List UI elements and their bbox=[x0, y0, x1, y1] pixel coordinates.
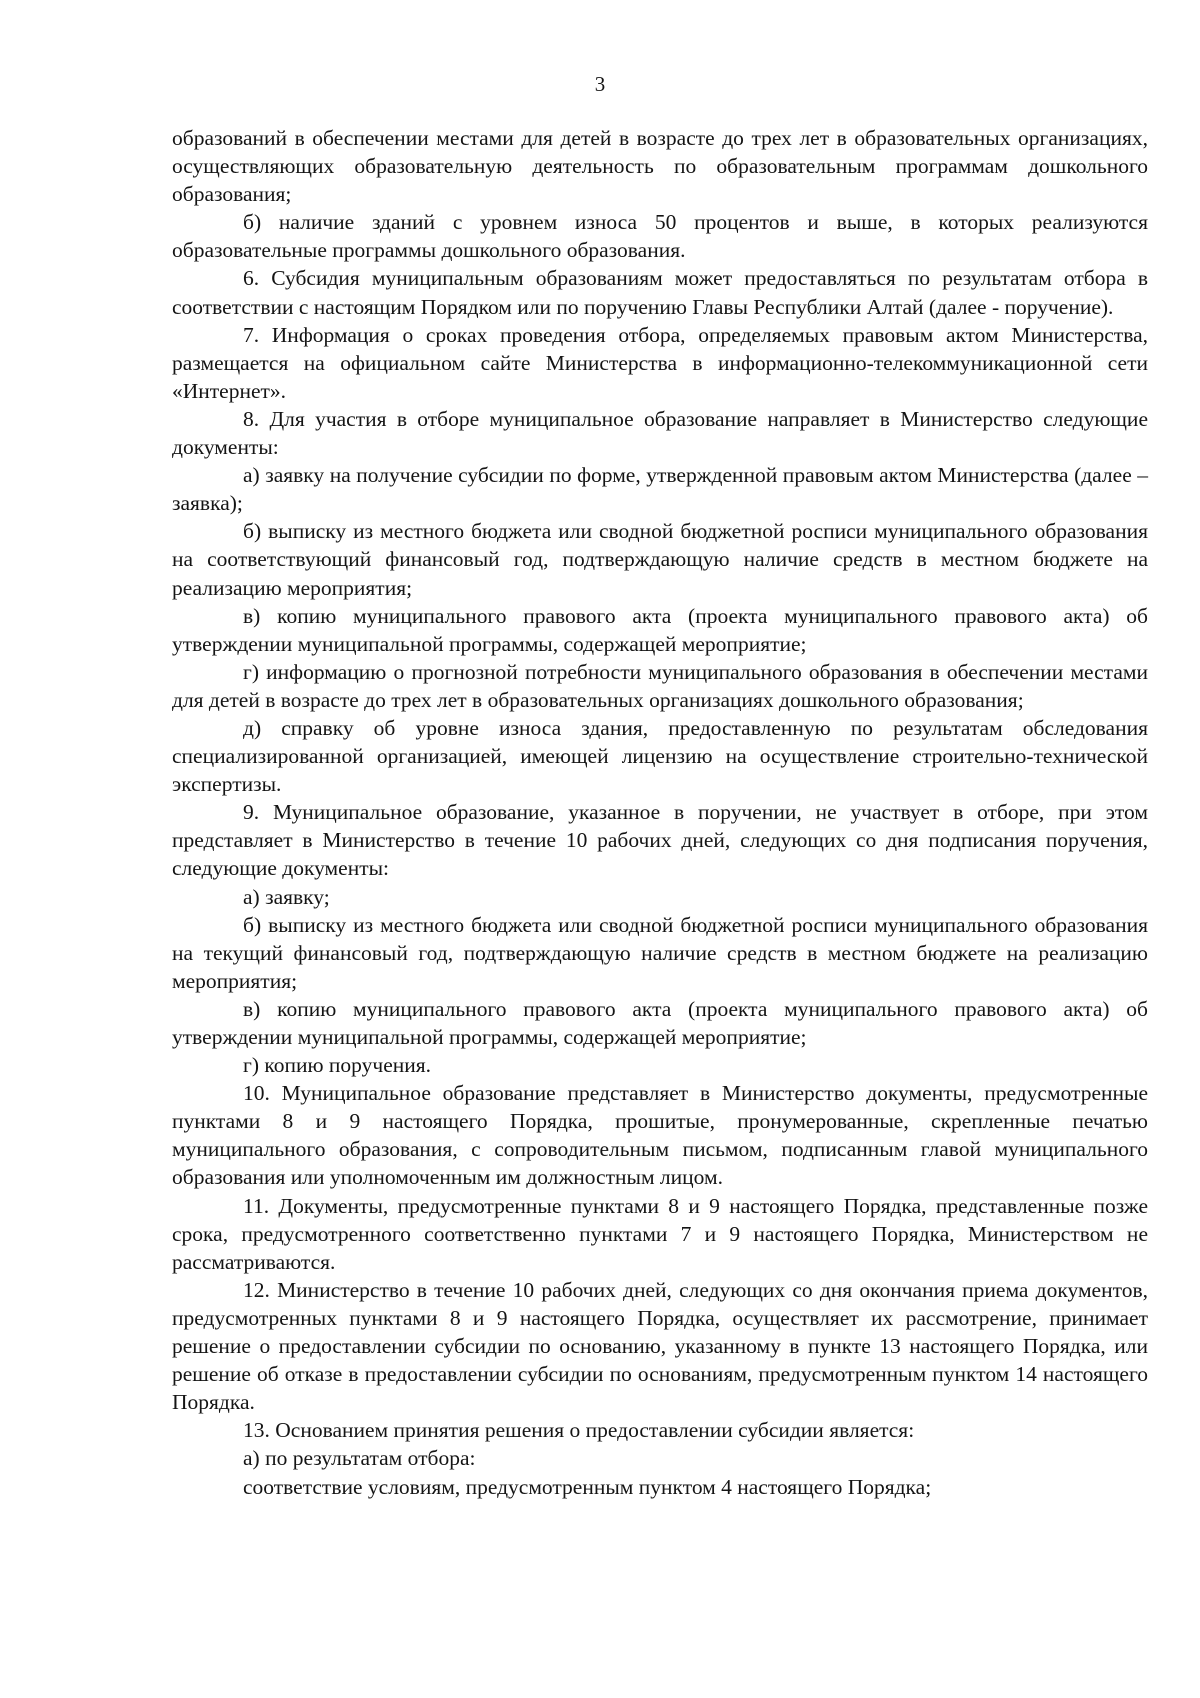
paragraph: 8. Для участия в отборе муниципальное образование направляет в Министерство следующие документы: bbox=[172, 406, 1148, 460]
paragraph: соответствие условиям, предусмотренным пунктом 4 настоящего Порядка; bbox=[243, 1474, 932, 1499]
paragraph-continuation: образований в обеспечении местами для детей в возрасте до трех лет в образовательных организациях, осуществляющих образовательную деятельность по образовательным программам дошкольного образования; bbox=[172, 126, 1148, 207]
paragraph: б) наличие зданий с уровнем износа 50 процентов и выше, в которых реализуются образовательные программы дошкольного образования. bbox=[172, 210, 1148, 263]
paragraph: а) заявку; bbox=[243, 884, 330, 909]
paragraph: а) по результатам отбора: bbox=[243, 1446, 476, 1471]
paragraph: 11. Документы, предусмотренные пунктами 8 и 9 настоящего Порядка, представленные позже срока, предусмотренного соответственно пунктами 7 и 9 настоящего Порядка, Министерством не рассматриваются. bbox=[172, 1193, 1148, 1274]
paragraph: б) выписку из местного бюджета или сводной бюджетной росписи муниципального образования на текущий финансовый год, подтверждающую наличие средств в местном бюджете на реализацию мероприятия; bbox=[172, 912, 1148, 993]
paragraph: 9. Муниципальное образование, указанное в поручении, не участвует в отборе, при этом представляет в Министерство в течение 10 рабочих дней, следующих со дня подписания поручения, следующие документы: bbox=[172, 800, 1148, 881]
paragraph: в) копию муниципального правового акта (проекта муниципального правового акта) об утверждении муниципальной программы, содержащей мероприятие; bbox=[172, 996, 1148, 1049]
paragraph: д) справку об уровне износа здания, предоставленную по результатам обследования специализированной организацией, имеющей лицензию на осуществление строительно-технической экспертизы. bbox=[172, 715, 1148, 797]
paragraph: г) информацию о прогнозной потребности муниципального образования в обеспечении местами для детей в возрасте до трех лет в образовательных организациях дошкольного образования; bbox=[172, 659, 1148, 712]
page-number: 3 bbox=[594, 72, 606, 96]
paragraph: 12. Министерство в течение 10 рабочих дней, следующих со дня окончания приема документов, предусмотренных пунктами 8 и 9 настоящего Порядка, осуществляет их рассмотрение, принимает решение о предоставлении субсидии по основанию, указанному в пункте 13 настоящего Порядка, или решение об отказе в предоставлении субсидии по основаниям, предусмотренным пунктом 14 настоящего Порядка. bbox=[172, 1277, 1148, 1415]
paragraph: 10. Муниципальное образование представляет в Министерство документы, предусмотренные пунктами 8 и 9 настоящего Порядка, прошитые, пронумерованные, скрепленные печатью муниципального образования, с сопроводительным письмом, подписанным главой муниципального образования или уполномоченным им должностным лицом. bbox=[172, 1081, 1148, 1190]
paragraph: а) заявку на получение субсидии по форме, утвержденной правовым актом Министерства (далее – заявка); bbox=[172, 463, 1148, 516]
document-body bbox=[172, 124, 1148, 1501]
paragraph: б) выписку из местного бюджета или сводной бюджетной росписи муниципального образования на соответствующий финансовый год, подтверждающую наличие средств в местном бюджете на реализацию мероприятия; bbox=[172, 519, 1148, 600]
paragraph: г) копию поручения. bbox=[243, 1053, 432, 1078]
paragraph: 7. Информация о сроках проведения отбора, определяемых правовым актом Министерства, размещается на официальном сайте Министерства в информационно-телекоммуникационной сети «Интернет». bbox=[172, 322, 1148, 403]
paragraph: 13. Основанием принятия решения о предоставлении субсидии является: bbox=[243, 1418, 915, 1443]
paragraph: в) копию муниципального правового акта (проекта муниципального правового акта) об утверждении муниципальной программы, содержащей мероприятие; bbox=[172, 603, 1148, 656]
paragraph: 6. Субсидия муниципальным образованиям может предоставляться по результатам отбора в соответствии с настоящим Порядком или по поручению Главы Республики Алтай (далее - поручение). bbox=[172, 266, 1148, 319]
